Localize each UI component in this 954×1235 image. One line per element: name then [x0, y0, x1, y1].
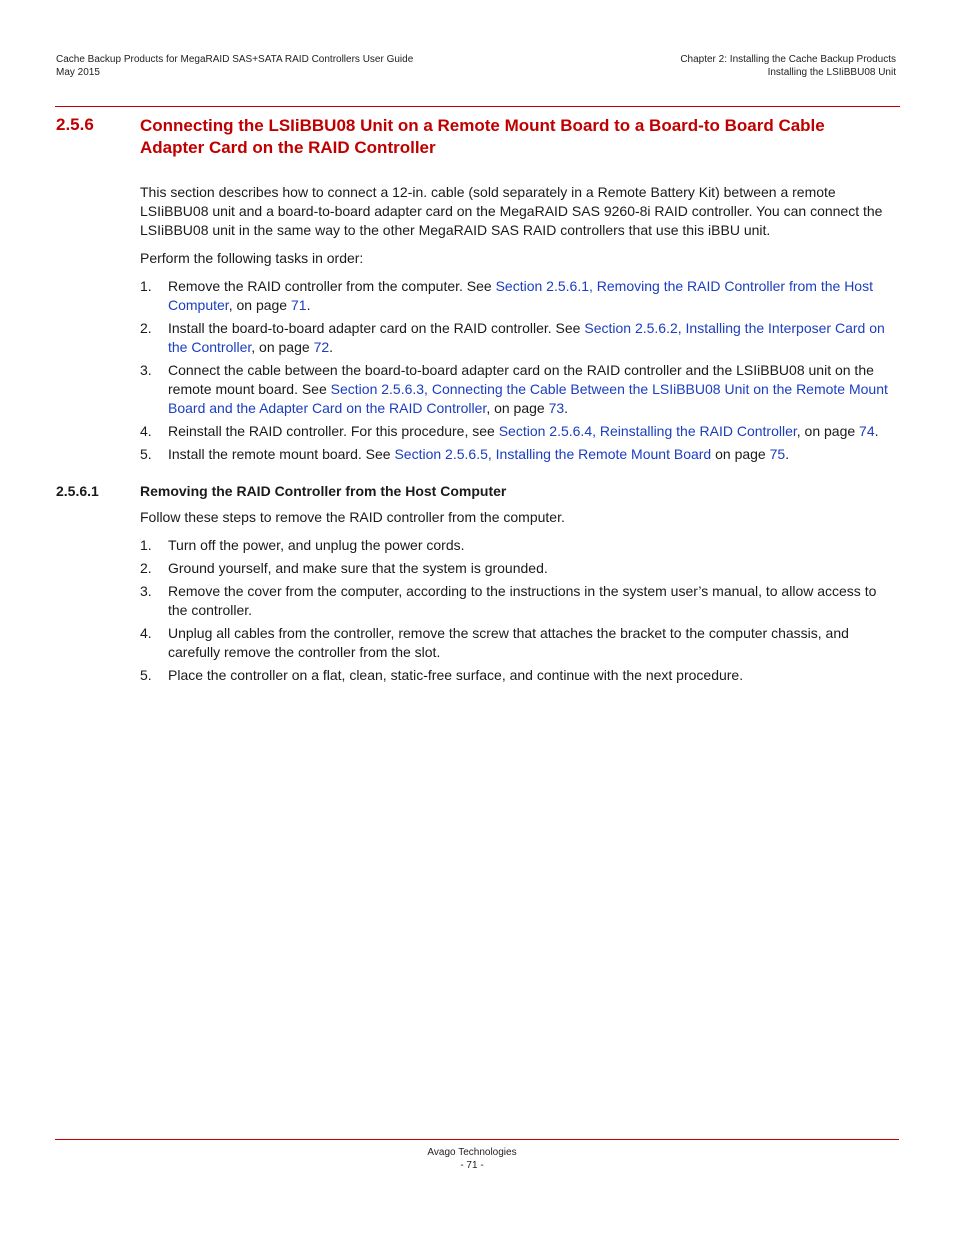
tasks-intro: Perform the following tasks in order: — [140, 250, 364, 266]
page-number: - 71 - — [460, 1160, 484, 1171]
section-title: Connecting the LSIiBBU08 Unit on a Remote Mount Board to a Board-to Board Cable Adapter Card on the RAID Controller — [140, 116, 825, 157]
item-number: 1. — [140, 278, 152, 294]
item-number: 3. — [140, 583, 152, 599]
doc-date: May 2015 — [56, 67, 100, 78]
section-running-title: Installing the LSIiBBU08 Unit — [767, 67, 896, 78]
list-item: 5. Place the controller on a flat, clean, static-free surface, and continue with the next procedure. — [140, 667, 744, 683]
item-number: 5. — [140, 446, 152, 462]
footer-company: Avago Technologies — [427, 1147, 517, 1158]
list-item: 1. Remove the RAID controller from the computer. See Section 2.5.6.1, Removing the RAID Controller from the Host Computer, on page 71. — [140, 278, 873, 313]
step-list — [140, 536, 898, 689]
page-link[interactable]: 72 — [313, 339, 330, 355]
section-number: 2.5.6 — [56, 115, 94, 134]
subsection-number: 2.5.6.1 — [56, 483, 99, 499]
doc-title: Cache Backup Products for MegaRAID SAS+SATA RAID Controllers User Guide — [56, 54, 414, 65]
header-divider — [55, 106, 900, 107]
section-link[interactable]: Section 2.5.6.2, Installing the Interposer Card on the Controller — [168, 320, 885, 355]
item-number: 5. — [140, 667, 152, 683]
page-link[interactable]: 74 — [859, 423, 875, 439]
item-number: 4. — [140, 625, 152, 641]
list-item: 4. Unplug all cables from the controller, remove the screw that attaches the bracket to the computer chassis, and carefully remove the controller from the slot. — [140, 625, 849, 660]
list-item: 2. Install the board-to-board adapter card on the RAID controller. See Section 2.5.6.2, Installing the Interposer Card on the Controller, on page 72. — [140, 320, 885, 355]
list-item: 2. Ground yourself, and make sure that the system is grounded. — [140, 560, 548, 576]
list-item: 3. Connect the cable between the board-to-board adapter card on the RAID controller and the LSIiBBU08 unit on the remote mount board. See Section 2.5.6.3, Connecting the Cable Between the LSIiBBU08 Unit on the Remote Mount Board and the Adapter Card on the RAID Controller, on page 73. — [140, 362, 888, 416]
task-list — [140, 277, 898, 468]
item-number: 4. — [140, 423, 152, 439]
chapter-title: Chapter 2: Installing the Cache Backup Products — [680, 54, 896, 65]
item-number: 2. — [140, 320, 152, 336]
subsection-intro: Follow these steps to remove the RAID controller from the computer. — [140, 509, 565, 525]
header-right — [680, 53, 896, 79]
footer-divider — [55, 1139, 899, 1140]
item-number: 1. — [140, 537, 152, 553]
page-link[interactable]: 71 — [290, 297, 307, 313]
section-link[interactable]: Section 2.5.6.3, Connecting the Cable Between the LSIiBBU08 Unit on the Remote Mount Board and the Adapter Card on the RAID Controller — [168, 381, 888, 416]
item-number: 3. — [140, 362, 152, 378]
item-number: 2. — [140, 560, 152, 576]
list-item: 5. Install the remote mount board. See Section 2.5.6.5, Installing the Remote Mount Board on page 75. — [140, 446, 790, 462]
list-item: 3. Remove the cover from the computer, according to the instructions in the system user’s manual, to allow access to the controller. — [140, 583, 877, 618]
header-left — [56, 53, 413, 79]
subsection-title: Removing the RAID Controller from the Host Computer — [140, 483, 507, 499]
page-link[interactable]: 75 — [769, 446, 786, 462]
intro-paragraph: This section describes how to connect a 12-in. cable (sold separately in a Remote Battery Kit) between a remote LSIiBBU08 unit and a board-to-board adapter card on the MegaRAID SAS 9260-8i RAID controller. You can connect the LSIiBBU08 unit in the same way to the other MegaRAID SAS RAID controllers that use this iBBU unit. — [140, 184, 883, 238]
list-item: 4. Reinstall the RAID controller. For this procedure, see Section 2.5.6.4, Reinstalling the RAID Controller, on page 74. — [140, 423, 879, 439]
section-link[interactable]: Section 2.5.6.5, Installing the Remote Mount Board — [394, 446, 712, 462]
page-link[interactable]: 73 — [548, 400, 565, 416]
section-link[interactable]: Section 2.5.6.4, Reinstalling the RAID Controller — [498, 423, 797, 439]
list-item: 1. Turn off the power, and unplug the power cords. — [140, 537, 465, 553]
section-link[interactable]: Section 2.5.6.1, Removing the RAID Controller from the Host Computer — [168, 278, 873, 313]
